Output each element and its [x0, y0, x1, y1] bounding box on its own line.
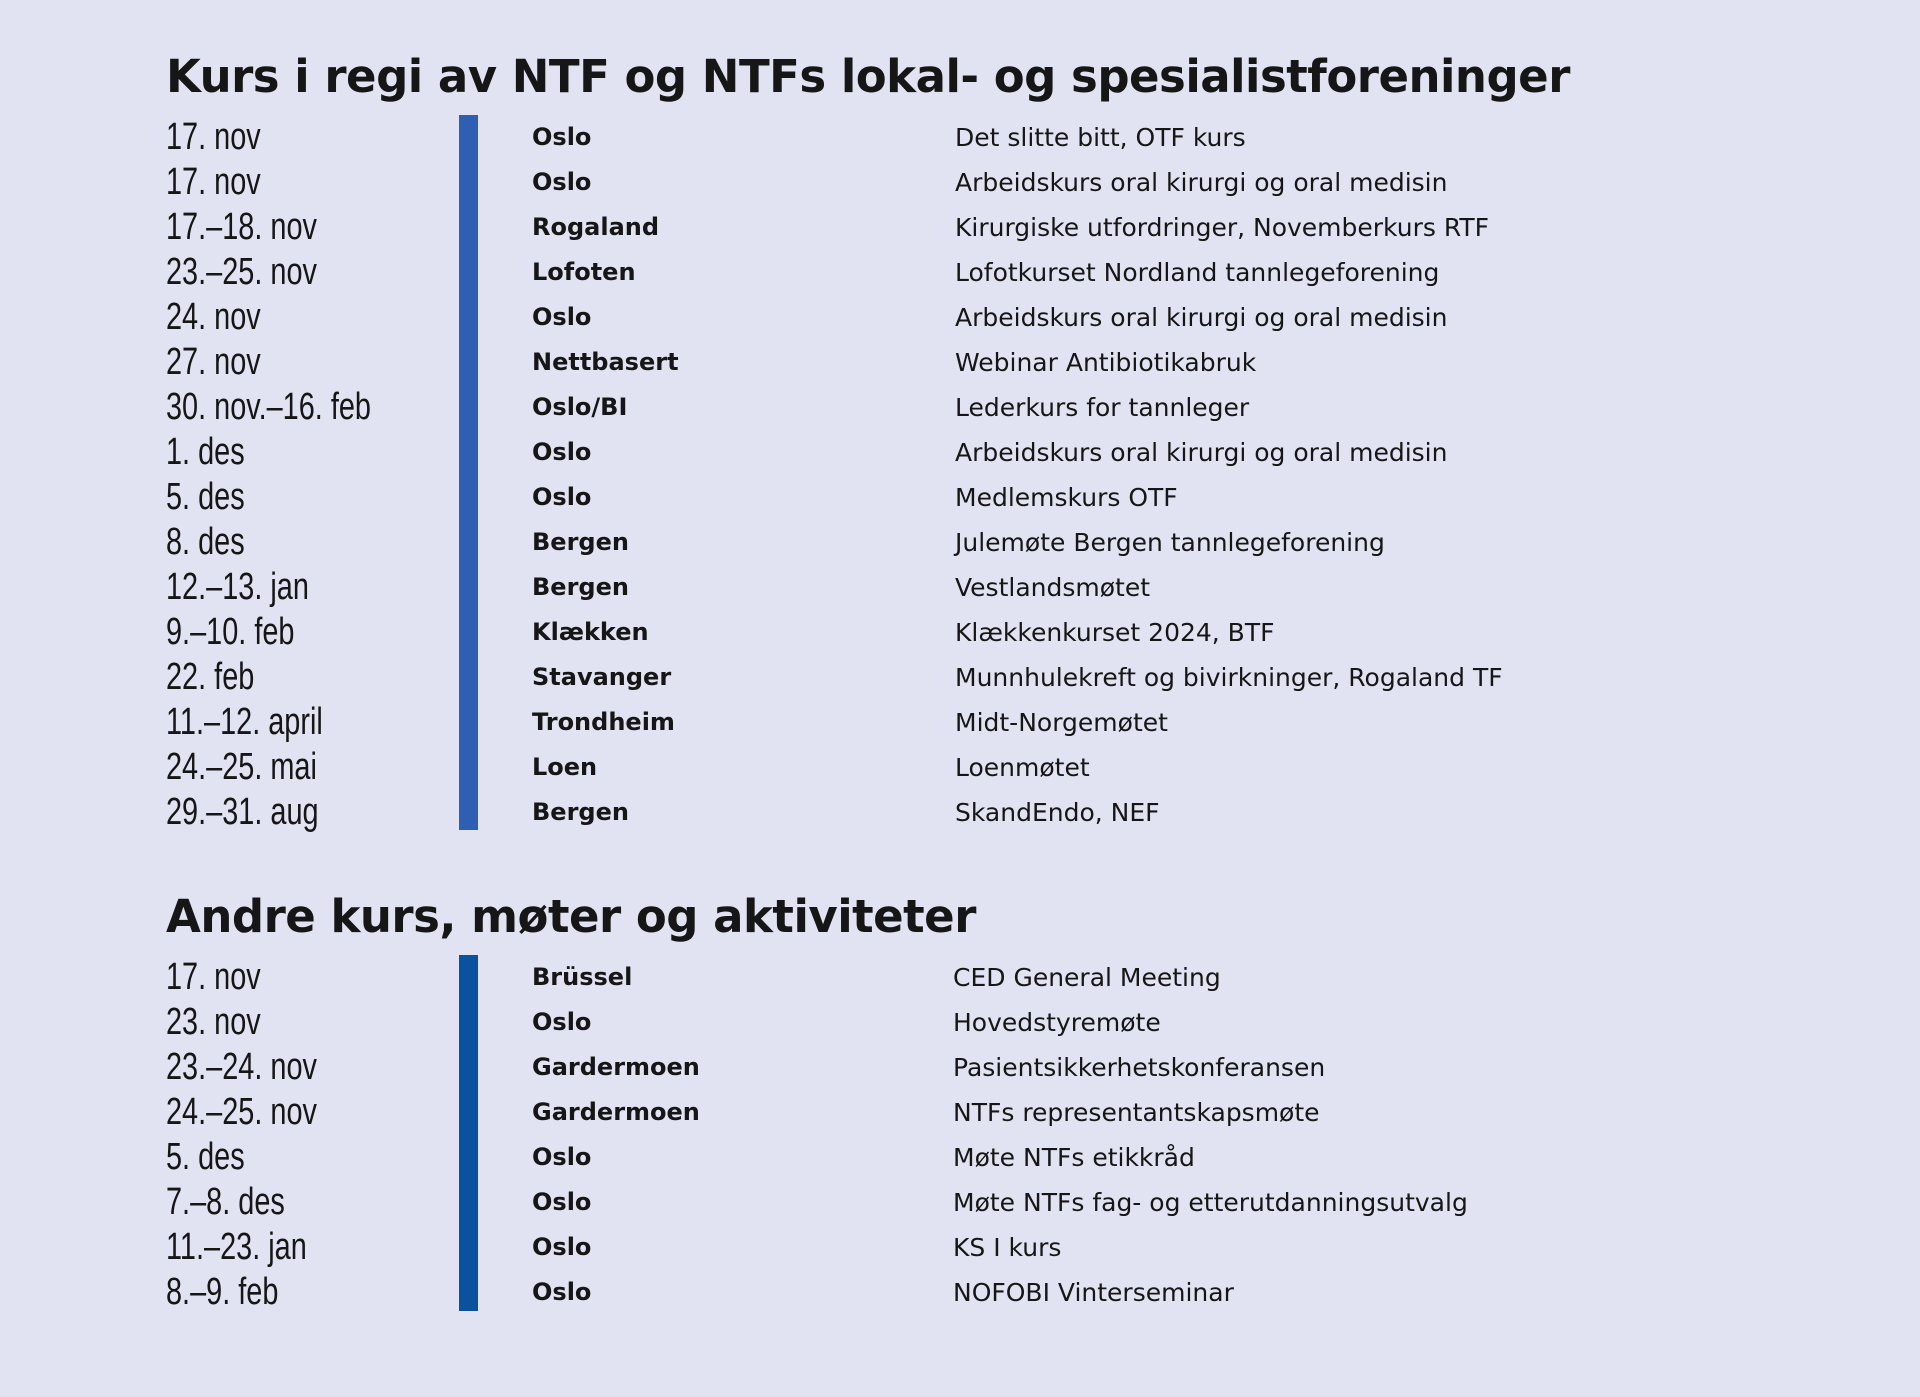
event-location: Oslo [532, 168, 592, 196]
event-description: NOFOBI Vinterseminar [953, 1278, 1234, 1307]
event-location: Nettbasert [532, 348, 679, 376]
list-item [0, 955, 1920, 1000]
event-location: Stavanger [532, 663, 672, 691]
list-item [0, 475, 1920, 520]
event-location: Oslo [532, 303, 592, 331]
event-location: Oslo [532, 1278, 592, 1306]
list-item [0, 250, 1920, 295]
event-location: Lofoten [532, 258, 636, 286]
event-date: 1. des [166, 431, 245, 473]
event-description: Hovedstyremøte [953, 1008, 1161, 1037]
event-location: Bergen [532, 528, 629, 556]
event-date: 23.–24. nov [166, 1046, 317, 1088]
event-date: 7.–8. des [166, 1181, 285, 1223]
event-date: 8.–9. feb [166, 1271, 279, 1313]
event-location: Klækken [532, 618, 649, 646]
event-location: Oslo [532, 438, 592, 466]
list-item [0, 610, 1920, 655]
list-item [0, 340, 1920, 385]
event-description: SkandEndo, NEF [955, 798, 1160, 827]
event-description: NTFs representantskapsmøte [953, 1098, 1320, 1127]
event-date: 27. nov [166, 341, 261, 383]
event-location: Rogaland [532, 213, 660, 241]
list-item [0, 655, 1920, 700]
event-location: Bergen [532, 798, 629, 826]
list-item [0, 745, 1920, 790]
list-item [0, 295, 1920, 340]
event-description: Munnhulekreft og bivirkninger, Rogaland TF [955, 663, 1503, 692]
section-title-other-activities: Andre kurs, møter og aktiviteter [166, 890, 976, 943]
event-location: Oslo [532, 483, 592, 511]
event-date: 12.–13. jan [166, 566, 309, 608]
list-item [0, 565, 1920, 610]
event-location: Oslo [532, 1188, 592, 1216]
event-description: Kirurgiske utfordringer, Novemberkurs RTF [955, 213, 1490, 242]
event-date: 17. nov [166, 116, 261, 158]
list-item [0, 1135, 1920, 1180]
event-description: Vestlandsmøtet [955, 573, 1151, 602]
list-item [0, 205, 1920, 250]
list-item [0, 1180, 1920, 1225]
event-date: 23.–25. nov [166, 251, 317, 293]
event-description: Julemøte Bergen tannlegeforening [955, 528, 1385, 557]
event-description: Loenmøtet [955, 753, 1090, 782]
event-date: 23. nov [166, 1001, 261, 1043]
section-title-ntf-courses: Kurs i regi av NTF og NTFs lokal- og spesialistforeninger [166, 50, 1570, 103]
list-item [0, 1090, 1920, 1135]
event-date: 17. nov [166, 161, 261, 203]
list-item [0, 520, 1920, 565]
event-date: 17.–18. nov [166, 206, 317, 248]
event-description: Medlemskurs OTF [955, 483, 1178, 512]
event-description: Lederkurs for tannleger [955, 393, 1250, 422]
event-description: Møte NTFs fag- og etterutdanningsutvalg [953, 1188, 1468, 1217]
event-description: Arbeidskurs oral kirurgi og oral medisin [955, 438, 1448, 467]
list-item [0, 1225, 1920, 1270]
event-date: 11.–12. april [166, 701, 323, 743]
event-location: Gardermoen [532, 1098, 700, 1126]
event-location: Loen [532, 753, 598, 781]
list-item [0, 700, 1920, 745]
event-date: 24.–25. nov [166, 1091, 317, 1133]
event-description: KS I kurs [953, 1233, 1062, 1262]
event-location: Gardermoen [532, 1053, 700, 1081]
list-item [0, 1270, 1920, 1315]
event-date: 30. nov.–16. feb [166, 386, 371, 428]
event-date: 5. des [166, 1136, 245, 1178]
event-location: Bergen [532, 573, 629, 601]
list-item [0, 160, 1920, 205]
list-item [0, 115, 1920, 160]
event-date: 29.–31. aug [166, 791, 319, 833]
event-date: 8. des [166, 521, 245, 563]
event-location: Oslo [532, 1233, 592, 1261]
other-activities-list [0, 955, 1920, 1315]
event-date: 22. feb [166, 656, 255, 698]
event-location: Oslo/BI [532, 393, 628, 421]
event-description: Klækkenkurset 2024, BTF [955, 618, 1275, 647]
event-date: 24.–25. mai [166, 746, 317, 788]
event-date: 5. des [166, 476, 245, 518]
event-date: 11.–23. jan [166, 1226, 307, 1268]
ntf-course-list [0, 115, 1920, 835]
list-item [0, 430, 1920, 475]
event-location: Oslo [532, 1008, 592, 1036]
event-description: Pasientsikkerhetskonferansen [953, 1053, 1326, 1082]
event-description: CED General Meeting [953, 963, 1221, 992]
event-description: Arbeidskurs oral kirurgi og oral medisin [955, 168, 1448, 197]
event-date: 9.–10. feb [166, 611, 295, 653]
list-item [0, 385, 1920, 430]
event-description: Lofotkurset Nordland tannlegeforening [955, 258, 1440, 287]
event-location: Oslo [532, 123, 592, 151]
list-item [0, 790, 1920, 835]
event-description: Det slitte bitt, OTF kurs [955, 123, 1246, 152]
event-description: Arbeidskurs oral kirurgi og oral medisin [955, 303, 1448, 332]
event-date: 17. nov [166, 956, 261, 998]
event-description: Webinar Antibiotikabruk [955, 348, 1257, 377]
list-item [0, 1000, 1920, 1045]
event-description: Midt-Norgemøtet [955, 708, 1168, 737]
event-location: Oslo [532, 1143, 592, 1171]
event-date: 24. nov [166, 296, 261, 338]
event-description: Møte NTFs etikkråd [953, 1143, 1195, 1172]
event-location: Trondheim [532, 708, 675, 736]
event-location: Brüssel [532, 963, 633, 991]
list-item [0, 1045, 1920, 1090]
